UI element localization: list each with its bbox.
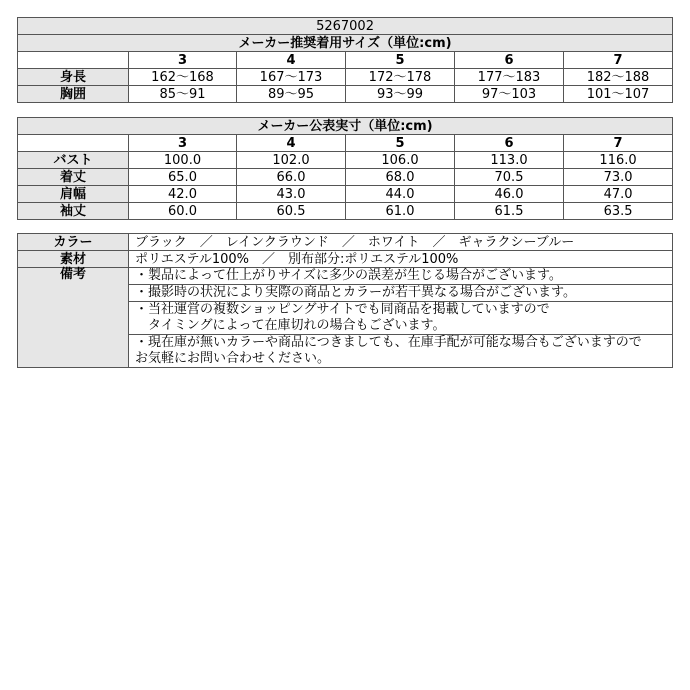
- cell-value: 43.0: [237, 186, 346, 203]
- cell-value: 65.0: [129, 169, 237, 186]
- recommended-size-table: [17, 17, 673, 103]
- row-label: 袖丈: [18, 203, 129, 220]
- size-header: 4: [237, 52, 346, 69]
- cell-value: 97～103: [455, 86, 564, 103]
- note-item: [129, 268, 673, 285]
- table-row: [18, 152, 673, 169]
- product-info-table: [17, 233, 673, 368]
- size-header: 6: [455, 135, 564, 152]
- measured-size-title: メーカー公表実寸（単位:cm): [18, 118, 673, 135]
- table-row: [18, 203, 673, 220]
- size-header: 7: [564, 52, 673, 69]
- cell-value: 113.0: [455, 152, 564, 169]
- cell-value: 93～99: [346, 86, 455, 103]
- table-row: [18, 251, 673, 268]
- cell-value: 172～178: [346, 69, 455, 86]
- size-header: 4: [237, 135, 346, 152]
- size-header: 7: [564, 135, 673, 152]
- notes-label: 備考: [18, 268, 129, 368]
- size-header: 3: [129, 52, 237, 69]
- row-label: バスト: [18, 152, 129, 169]
- cell-value: 61.0: [346, 203, 455, 220]
- note-line: タイミングによって在庫切れの場合もございます。: [135, 318, 446, 333]
- corner-cell: [18, 135, 129, 152]
- size-header: 5: [346, 52, 455, 69]
- cell-value: 102.0: [237, 152, 346, 169]
- size-header: 6: [455, 52, 564, 69]
- cell-value: 60.5: [237, 203, 346, 220]
- cell-value: 46.0: [455, 186, 564, 203]
- cell-value: 101～107: [564, 86, 673, 103]
- cell-value: 116.0: [564, 152, 673, 169]
- row-label: 着丈: [18, 169, 129, 186]
- size-header: 3: [129, 135, 237, 152]
- cell-value: 85～91: [129, 86, 237, 103]
- color-value: ブラック ／ レインクラウンド ／ ホワイト ／ ギャラクシーブルー: [129, 234, 673, 251]
- product-code: 5267002: [18, 18, 673, 35]
- material-value: ポリエステル100% ／ 別布部分:ポリエステル100%: [129, 251, 673, 268]
- cell-value: 70.5: [455, 169, 564, 186]
- row-label: 肩幅: [18, 186, 129, 203]
- note-line: ・当社運営の複数ショッピングサイトでも同商品を掲載していますので: [135, 302, 550, 317]
- cell-value: 89～95: [237, 86, 346, 103]
- cell-value: 182～188: [564, 69, 673, 86]
- material-label: 素材: [18, 251, 129, 268]
- table-row: [18, 268, 673, 285]
- note-line: ・現在庫が無いカラーや商品につきましても、在庫手配が可能な場合もございますので: [135, 335, 642, 350]
- table-row: [18, 169, 673, 186]
- cell-value: 177～183: [455, 69, 564, 86]
- note-item: [129, 302, 673, 335]
- cell-value: 167～173: [237, 69, 346, 86]
- row-label: 胸囲: [18, 86, 129, 103]
- corner-cell: [18, 52, 129, 69]
- cell-value: 63.5: [564, 203, 673, 220]
- cell-value: 73.0: [564, 169, 673, 186]
- row-label: 身長: [18, 69, 129, 86]
- cell-value: 44.0: [346, 186, 455, 203]
- table-row: [18, 86, 673, 103]
- note-line: お気軽にお問い合わせください。: [135, 351, 331, 366]
- cell-value: 100.0: [129, 152, 237, 169]
- note-line: ・撮影時の状況により実際の商品とカラーが若干異なる場合がございます。: [135, 285, 576, 300]
- cell-value: 66.0: [237, 169, 346, 186]
- cell-value: 61.5: [455, 203, 564, 220]
- table-row: [18, 69, 673, 86]
- size-header: 5: [346, 135, 455, 152]
- cell-value: 68.0: [346, 169, 455, 186]
- cell-value: 60.0: [129, 203, 237, 220]
- cell-value: 162～168: [129, 69, 237, 86]
- cell-value: 42.0: [129, 186, 237, 203]
- table-row: [18, 186, 673, 203]
- recommended-size-title: メーカー推奨着用サイズ（単位:cm): [18, 35, 673, 52]
- measured-size-table: [17, 117, 673, 220]
- table-row: [18, 234, 673, 251]
- cell-value: 106.0: [346, 152, 455, 169]
- note-item: [129, 335, 673, 368]
- cell-value: 47.0: [564, 186, 673, 203]
- note-item: [129, 285, 673, 302]
- color-label: カラー: [18, 234, 129, 251]
- note-line: ・製品によって仕上がりサイズに多少の誤差が生じる場合がございます。: [135, 268, 562, 283]
